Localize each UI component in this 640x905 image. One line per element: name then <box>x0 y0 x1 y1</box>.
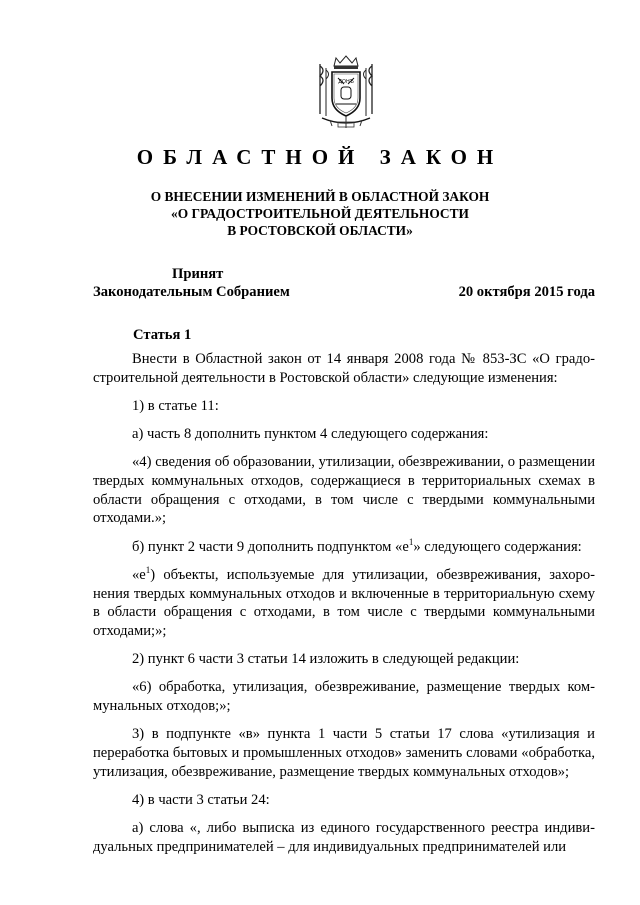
text-run: ) объекты, используемые для утилизации, обезвреживания, захоронения твердых коммунальных отходов и включенные в территориальную схему в области обращения с отходами, в том числе с твердыми коммунальными отходами;»; <box>93 566 595 639</box>
coat-of-arms-icon <box>312 54 380 130</box>
paragraph: 4) в части 3 статьи 24: <box>132 791 270 808</box>
adopted-by-label: Законодательным Собранием <box>93 284 290 300</box>
text-run: «е <box>132 566 146 583</box>
document-type-heading: ОБЛАСТНОЙ ЗАКОН <box>136 145 504 169</box>
title-line: В РОСТОВСКОЙ ОБЛАСТИ» <box>227 223 413 238</box>
superscript: 1 <box>145 564 151 575</box>
paragraph: а) слова «, либо выписка из единого государственного реестра индивидуальных предпринимателей – для индивидуальных предпринимателей или <box>93 820 595 855</box>
paragraph: «6) обработка, утилизация, обезвреживание, размещение твердых коммунальных отходов;»; <box>93 679 595 715</box>
paragraph: а) часть 8 дополнить пунктом 4 следующего содержания: <box>132 426 489 443</box>
paragraph: 2) пункт 6 части 3 статьи 14 изложить в следующей редакции: <box>132 651 520 668</box>
paragraph: «4) сведения об образовании, утилизации, обезвреживании, о размещении твердых коммунальных отходов, содержащиеся в территориальных схемах в области обращения с отходами, в том числе с твердыми коммунальными отходами.»; <box>93 454 595 527</box>
text-run: » следующего содержания: <box>413 538 582 555</box>
paragraph: Внести в Областной закон от 14 января 2008 года № 853-ЗС «О градостроительной деятельности в Ростовской области» следующие изменения: <box>93 351 595 386</box>
superscript: 1 <box>408 536 414 547</box>
title-line: «О ГРАДОСТРОИТЕЛЬНОЙ ДЕЯТЕЛЬНОСТИ <box>171 206 469 221</box>
text-run: б) пункт 2 части 9 дополнить подпунктом «е <box>132 538 409 555</box>
adopted-label: Принят <box>172 266 224 282</box>
paragraph <box>93 538 595 557</box>
document-title <box>0 188 640 239</box>
article-body <box>93 350 595 866</box>
svg-text:ДОНЪ: ДОНЪ <box>338 79 354 85</box>
paragraph: 1) в статье 11: <box>132 397 219 414</box>
adoption-date: 20 октября 2015 года <box>458 284 595 300</box>
article-heading: Статья 1 <box>133 327 192 343</box>
paragraph <box>93 566 595 641</box>
title-line: О ВНЕСЕНИИ ИЗМЕНЕНИЙ В ОБЛАСТНОЙ ЗАКОН <box>150 189 490 204</box>
paragraph: 3) в подпункте «в» пункта 1 части 5 статьи 17 слова «утилизация и переработка бытовых и промышленных отходов» заменить словами «обработка, утилизация, обезвреживание, размещение твердых коммунальных отходов»; <box>93 726 595 780</box>
